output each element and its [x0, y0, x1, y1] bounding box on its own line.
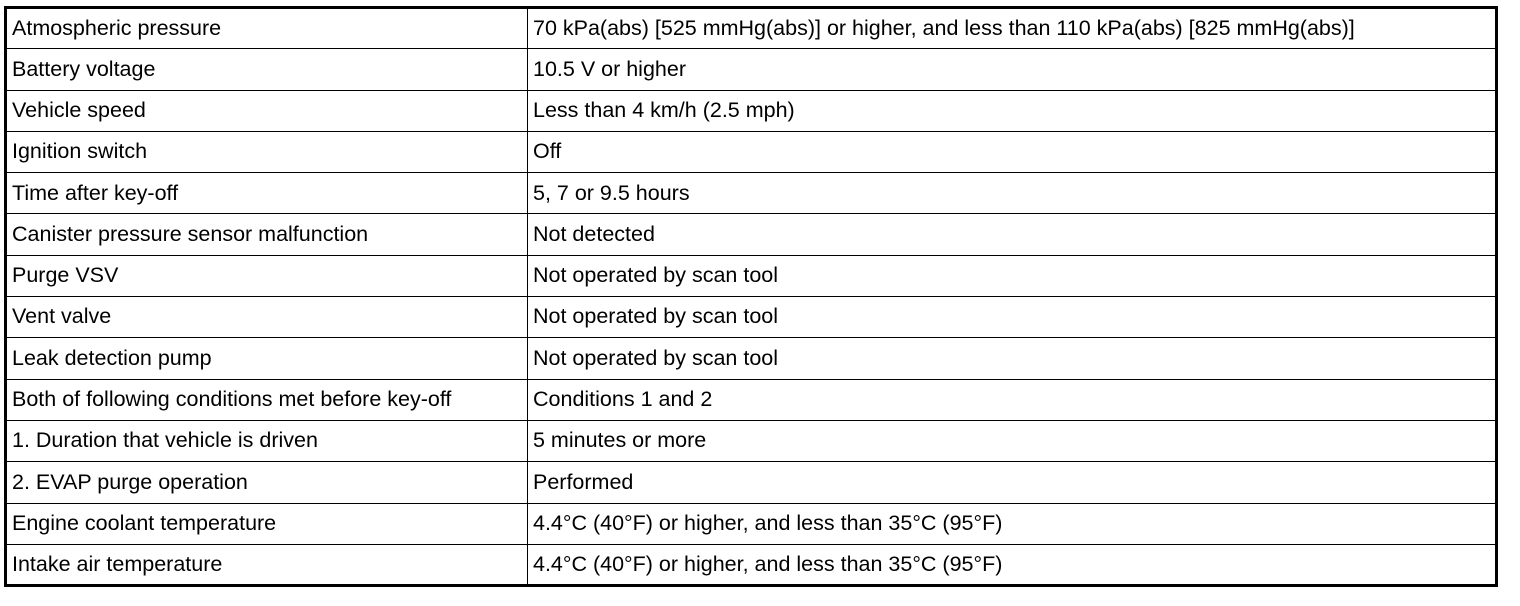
condition-spec-cell: Performed	[528, 462, 1497, 503]
table-row	[6, 379, 1497, 420]
condition-spec-cell: Conditions 1 and 2	[528, 379, 1497, 420]
table-row	[6, 49, 1497, 90]
conditions-table-body	[6, 8, 1497, 586]
condition-item-cell: Vent valve	[6, 297, 528, 338]
condition-item-cell: Vehicle speed	[6, 90, 528, 131]
condition-spec-cell: Not operated by scan tool	[528, 255, 1497, 296]
condition-spec-cell: Less than 4 km/h (2.5 mph)	[528, 90, 1497, 131]
condition-spec-cell: 5, 7 or 9.5 hours	[528, 173, 1497, 214]
condition-item-cell: Purge VSV	[6, 255, 528, 296]
condition-spec-cell: 5 minutes or more	[528, 420, 1497, 461]
table-row	[6, 131, 1497, 172]
condition-spec-cell: 70 kPa(abs) [525 mmHg(abs)] or higher, and less than 110 kPa(abs) [825 mmHg(abs)]	[528, 8, 1497, 49]
condition-spec-cell: Not operated by scan tool	[528, 338, 1497, 379]
table-row	[6, 462, 1497, 503]
table-row	[6, 214, 1497, 255]
condition-item-cell: Battery voltage	[6, 49, 528, 90]
table-row	[6, 544, 1497, 585]
table-row	[6, 297, 1497, 338]
table-row	[6, 173, 1497, 214]
condition-item-cell: Intake air temperature	[6, 544, 528, 585]
condition-item-cell: Atmospheric pressure	[6, 8, 528, 49]
condition-item-cell: Engine coolant temperature	[6, 503, 528, 544]
condition-spec-cell: Not operated by scan tool	[528, 297, 1497, 338]
table-row	[6, 338, 1497, 379]
condition-item-cell: Time after key-off	[6, 173, 528, 214]
condition-spec-cell: Not detected	[528, 214, 1497, 255]
conditions-table	[4, 6, 1498, 587]
condition-spec-cell: 10.5 V or higher	[528, 49, 1497, 90]
condition-item-cell: Leak detection pump	[6, 338, 528, 379]
condition-spec-cell: 4.4°C (40°F) or higher, and less than 35°C (95°F)	[528, 503, 1497, 544]
table-row	[6, 420, 1497, 461]
condition-item-cell: 1. Duration that vehicle is driven	[6, 420, 528, 461]
condition-spec-cell: Off	[528, 131, 1497, 172]
condition-item-cell: 2. EVAP purge operation	[6, 462, 528, 503]
table-row	[6, 255, 1497, 296]
table-row	[6, 503, 1497, 544]
table-row	[6, 90, 1497, 131]
condition-item-cell: Both of following conditions met before key-off	[6, 379, 528, 420]
condition-item-cell: Ignition switch	[6, 131, 528, 172]
condition-item-cell: Canister pressure sensor malfunction	[6, 214, 528, 255]
table-row	[6, 8, 1497, 49]
condition-spec-cell: 4.4°C (40°F) or higher, and less than 35°C (95°F)	[528, 544, 1497, 585]
